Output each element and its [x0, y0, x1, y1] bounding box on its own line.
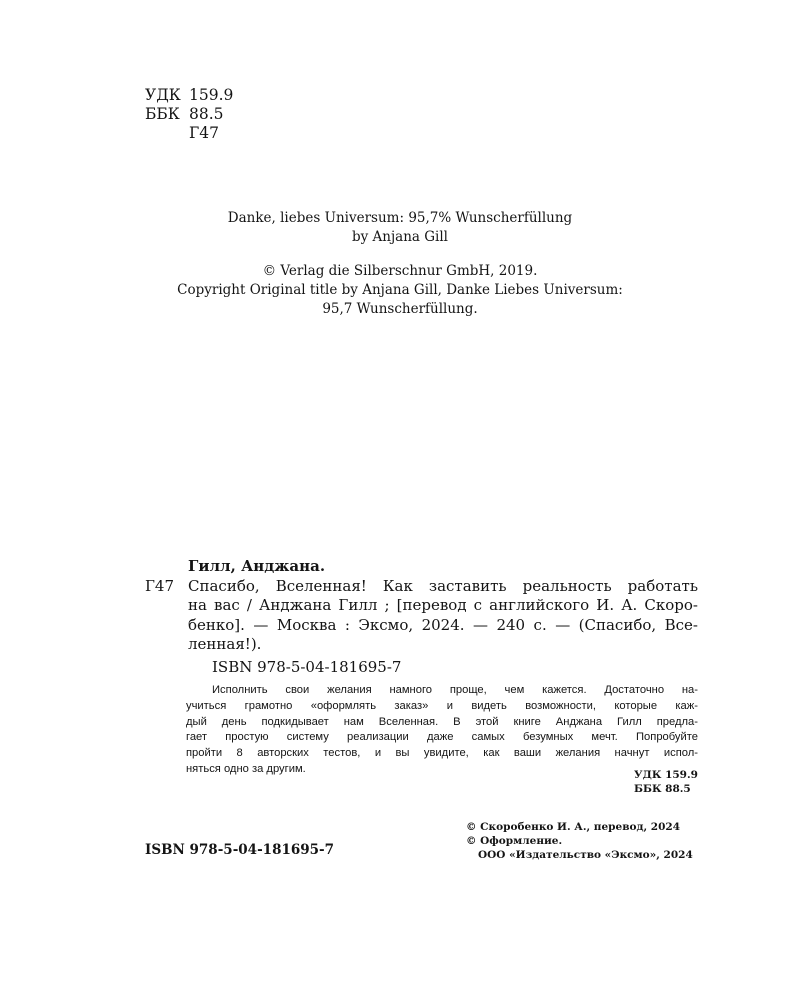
bbk-code: ББК 88.5 [634, 783, 691, 795]
annotation-line: дый день подкидывает нам Вселенная. В этой книге Анджана Гилл предла- [186, 715, 698, 728]
bib-description [188, 577, 698, 655]
copyright-line: 95,7 Wunscherfüllung. [322, 301, 478, 317]
bib-isbn: ISBN 978-5-04-181695-7 [212, 658, 402, 676]
original-copyright [0, 262, 800, 319]
annotation-line: учиться грамотно «оформлять заказ» и видеть возможности, которые каж- [186, 699, 698, 712]
author-mark-label [145, 124, 189, 143]
copyright-line: © Verlag die Silberschnur GmbH, 2019. [262, 263, 538, 279]
design-copyright: © Оформление. [466, 835, 563, 847]
bbk-label: ББК [145, 105, 180, 123]
author-mark-value: Г47 [189, 124, 219, 142]
classification-codes [145, 86, 233, 143]
annotation-index [634, 768, 698, 796]
udk-label: УДК [145, 86, 181, 104]
bib-author: Гилл, Анджана. [188, 557, 326, 575]
bib-description-line: на вас / Анджана Гилл ; [перевод с английского И. А. Скоро- [188, 596, 698, 614]
udk-code: УДК 159.9 [634, 769, 698, 781]
bib-author-mark: Г47 [145, 576, 175, 595]
translation-copyright: © Скоробенко И. А., перевод, 2024 [466, 821, 681, 833]
original-author-line: by Anjana Gill [351, 229, 448, 245]
annotation-line: гает простую систему реализации даже самых безумных мечт. Попробуйте [186, 731, 698, 744]
footer-copyright [466, 820, 693, 862]
udk-row [145, 86, 233, 105]
annotation-line: Исполнить свои желания намного проще, чем кажется. Достаточно на- [212, 684, 698, 696]
annotation [186, 683, 698, 778]
bib-description-line: Спасибо, Вселенная! Как заставить реальность работать [188, 576, 698, 595]
udk-value: 159.9 [189, 86, 234, 104]
original-title [0, 209, 800, 247]
annotation-line: няться одно за другим. [186, 762, 306, 775]
publisher-copyright: ООО «Издательство «Эксмо», 2024 [478, 849, 693, 861]
original-title-line: Danke, liebes Universum: 95,7% Wunscherfüllung [227, 210, 573, 226]
bbk-row [145, 105, 233, 124]
footer-isbn: ISBN 978-5-04-181695-7 [145, 842, 335, 858]
copyright-line: Copyright Original title by Anjana Gill, Danke Liebes Universum: [177, 282, 623, 298]
author-mark-row [145, 124, 233, 143]
bib-description-line: бенко]. — Москва : Эксмо, 2024. — 240 с. — (Спасибо, Все- [188, 615, 698, 634]
bbk-value: 88.5 [189, 105, 224, 123]
annotation-line: пройти 8 авторских тестов, и вы увидите, как ваши желания начнут испол- [186, 747, 698, 760]
bib-description-line: ленная!). [188, 635, 262, 653]
